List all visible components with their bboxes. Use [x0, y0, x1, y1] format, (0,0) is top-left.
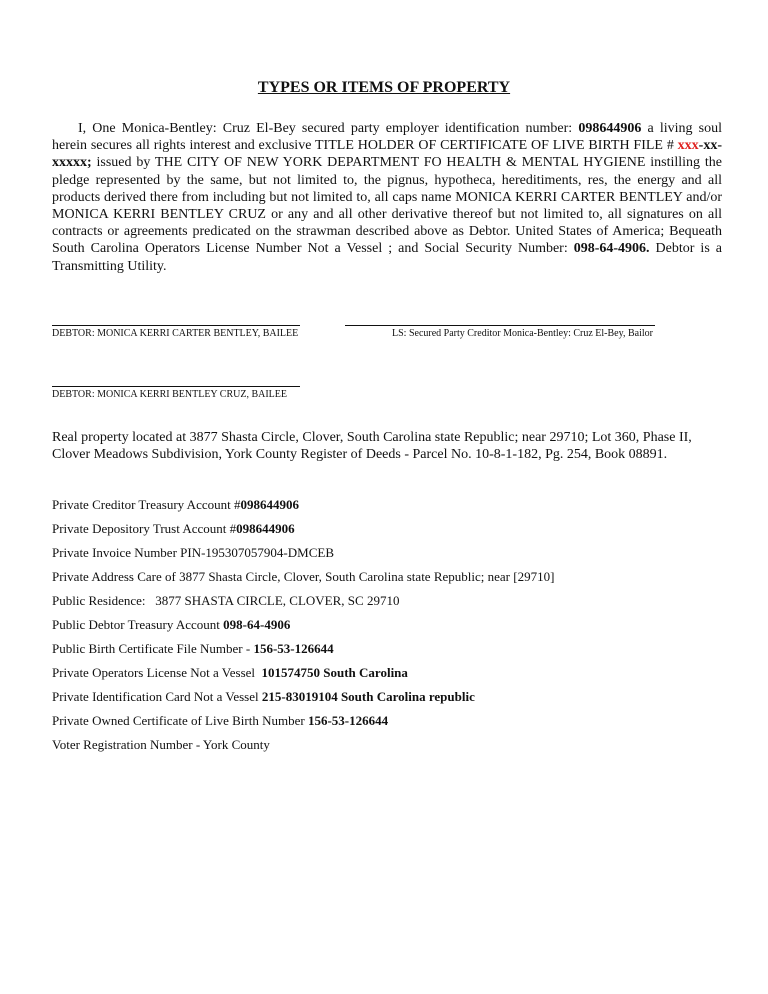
item-label: Private Creditor Treasury Account # — [52, 497, 241, 512]
list-item — [52, 712, 732, 736]
para-text-3: issued by THE CITY OF NEW YORK DEPARTMENT FO HEALTH & MENTAL HYGIENE instilling the pledge represented by the same, but not limited to, the pignus, hypotheca, hereditiments, res, the energy and all products derived there from including but not limited to, all caps name MONICA KERRI CARTER BENTLEY and/or MONICA KERRI BENTLEY CRUZ or any and all other derivative thereof but not limited to, all signatures on all contracts or agreements predicated on the strawman described above as Debtor. United States of America; Bequeath South Carolina Operators License Number Not a Vessel ; and Social Security Number: — [52, 155, 722, 257]
item-label: Public Birth Certificate File Number - — [52, 641, 254, 656]
item-label: Private Depository Trust Account # — [52, 521, 237, 536]
item-value: 098644906 — [236, 521, 295, 536]
signature-line-creditor — [345, 325, 655, 326]
list-item — [52, 688, 732, 712]
item-label: Private Invoice Number PIN-195307057904-DMCEB — [52, 545, 334, 560]
item-label: Private Operators License Not a Vessel — [52, 665, 262, 680]
real-property-description: Real property located at 3877 Shasta Circle, Clover, South Carolina state Republic; near 29710; Lot 360, Phase II, Clover Meadows Subdivision, York County Register of Deeds - Parcel No. 10-8-1-182, Pg. 254, Book 08891. — [52, 430, 692, 462]
item-value: 156-53-126644 — [253, 641, 334, 656]
redacted-rest: -xx-xxxxx; — [52, 138, 722, 171]
document-title: TYPES OR ITEMS OF PROPERTY — [257, 79, 511, 96]
declaration-paragraph — [52, 120, 722, 275]
item-label: Private Owned Certificate of Live Birth Number — [52, 713, 308, 728]
redacted-prefix: xxx — [677, 138, 699, 154]
item-value: 101574750 South Carolina — [261, 665, 408, 680]
item-label: Public Residence: 3877 SHASTA CIRCLE, CLOVER, SC 29710 — [52, 593, 400, 608]
item-label: Voter Registration Number - York County — [52, 737, 270, 752]
ein-number: 098644906 — [578, 121, 642, 136]
list-item — [52, 568, 732, 592]
signature-label-debtor-2: DEBTOR: MONICA KERRI BENTLEY CRUZ, BAILEE — [52, 389, 287, 400]
para-text-4: Debtor is a Transmitting Utility. — [52, 241, 722, 274]
list-item — [52, 520, 732, 544]
list-item — [52, 544, 732, 568]
item-value: 215-83019104 South Carolina republic — [261, 689, 475, 704]
para-text-2: a living soul herein secures all rights interest and exclusive TITLE HOLDER OF CERTIFICATE OF LIVE BIRTH FILE # — [52, 121, 722, 154]
list-item — [52, 736, 732, 760]
signature-label-debtor-1: DEBTOR: MONICA KERRI CARTER BENTLEY, BAILEE — [52, 328, 299, 339]
list-item — [52, 592, 732, 616]
property-items-list — [52, 496, 732, 760]
para-text-1: I, One Monica-Bentley: Cruz El-Bey secured party employer identification number: — [78, 121, 579, 136]
item-value: 098-64-4906 — [223, 617, 291, 632]
item-label: Private Identification Card Not a Vessel — [52, 689, 262, 704]
list-item — [52, 616, 732, 640]
signature-line-debtor-2 — [52, 386, 300, 387]
signature-line-debtor-1 — [52, 325, 300, 326]
list-item — [52, 496, 732, 520]
item-label: Public Debtor Treasury Account — [52, 617, 224, 632]
item-label: Private Address Care of 3877 Shasta Circle, Clover, South Carolina state Republic; near [29710] — [52, 569, 555, 584]
item-value: 098644906 — [240, 497, 299, 512]
list-item — [52, 664, 732, 688]
ssn-number: 098-64-4906. — [573, 241, 650, 257]
item-value: 156-53-126644 — [307, 713, 389, 728]
list-item — [52, 640, 732, 664]
signature-label-creditor: LS: Secured Party Creditor Monica-Bentley: Cruz El-Bey, Bailor — [392, 328, 653, 339]
